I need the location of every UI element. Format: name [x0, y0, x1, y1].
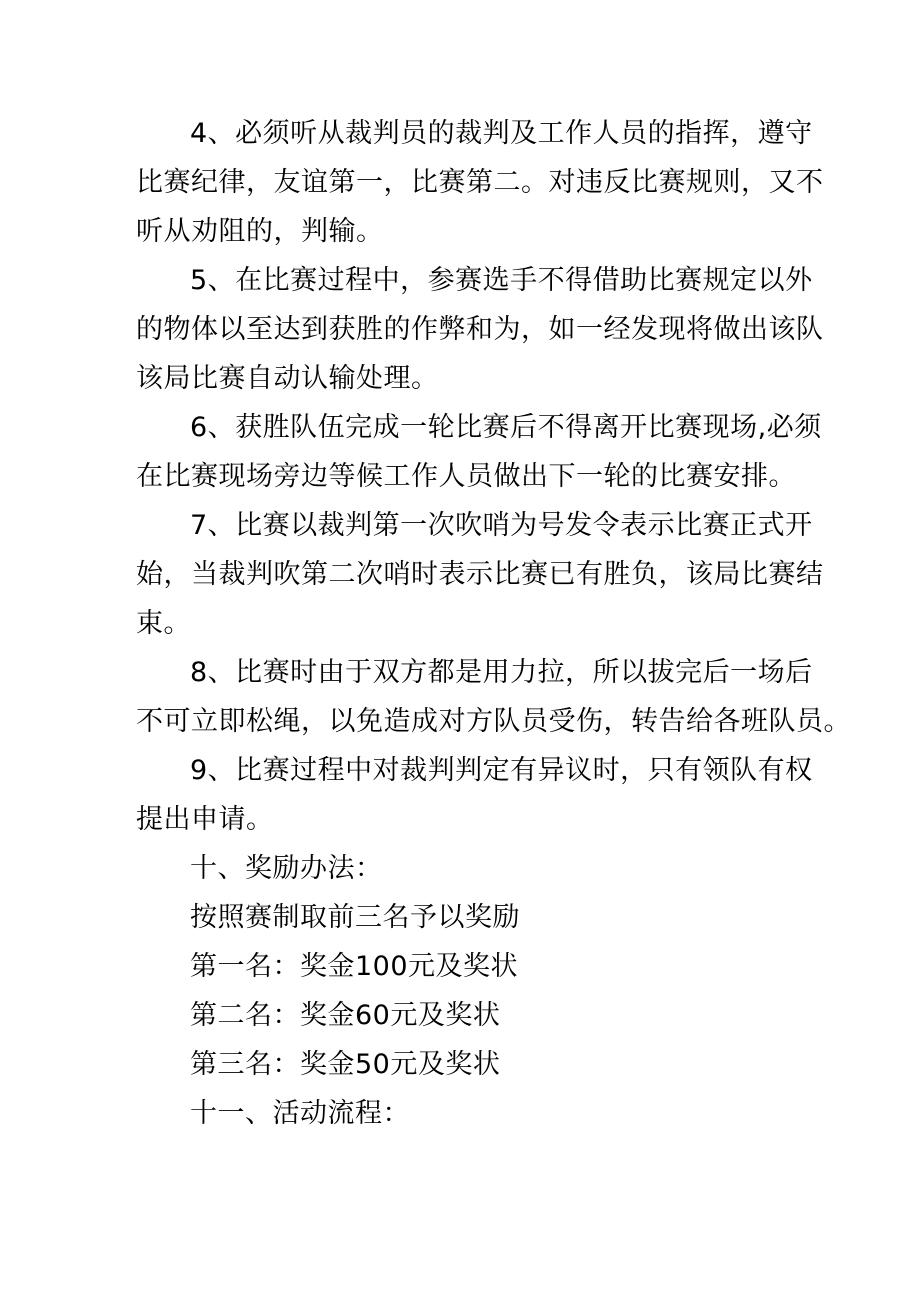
- rule-9-line-2: 提出申请。: [136, 804, 274, 835]
- rule-9-line-1: 9、比赛过程中对裁判判定有异议时，只有领队有权: [190, 755, 813, 786]
- award-third: 第三名：奖金50元及奖状: [190, 1049, 501, 1080]
- rule-6-line-1: 6、获胜队伍完成一轮比赛后不得离开比赛现场,必须: [190, 412, 822, 443]
- rule-5-line-3: 该局比赛自动认输处理。: [136, 363, 439, 394]
- rule-8-line-2: 不可立即松绳，以免造成对方队员受伤，转告给各班队员。: [136, 706, 851, 737]
- rule-8-line-1: 8、比赛时由于双方都是用力拉，所以拔完后一场后: [190, 657, 813, 688]
- rule-7-line-3: 束。: [136, 608, 191, 639]
- rule-4-line-1: 4、必须听从裁判员的裁判及工作人员的指挥，遵守: [190, 118, 813, 149]
- rule-7-line-2: 始，当裁判吹第二次哨时表示比赛已有胜负，该局比赛结: [136, 559, 824, 590]
- award-intro: 按照赛制取前三名予以奖励: [190, 902, 520, 933]
- rule-6-line-2: 在比赛现场旁边等候工作人员做出下一轮的比赛安排。: [136, 461, 796, 492]
- rule-5-line-1: 5、在比赛过程中，参赛选手不得借助比赛规定以外: [190, 265, 813, 296]
- rule-4-line-2: 比赛纪律，友谊第一，比赛第二。对违反比赛规则，又不: [136, 167, 824, 198]
- award-second: 第二名：奖金60元及奖状: [190, 1000, 501, 1031]
- award-heading: 十、奖励办法：: [190, 853, 383, 884]
- award-first: 第一名：奖金100元及奖状: [190, 951, 519, 982]
- process-heading: 十一、活动流程：: [190, 1098, 410, 1129]
- rule-5-line-2: 的物体以至达到获胜的作弊和为，如一经发现将做出该队: [136, 314, 824, 345]
- rule-7-line-1: 7、比赛以裁判第一次吹哨为号发令表示比赛正式开: [190, 510, 813, 541]
- rule-4-line-3: 听从劝阻的，判输。: [136, 216, 384, 247]
